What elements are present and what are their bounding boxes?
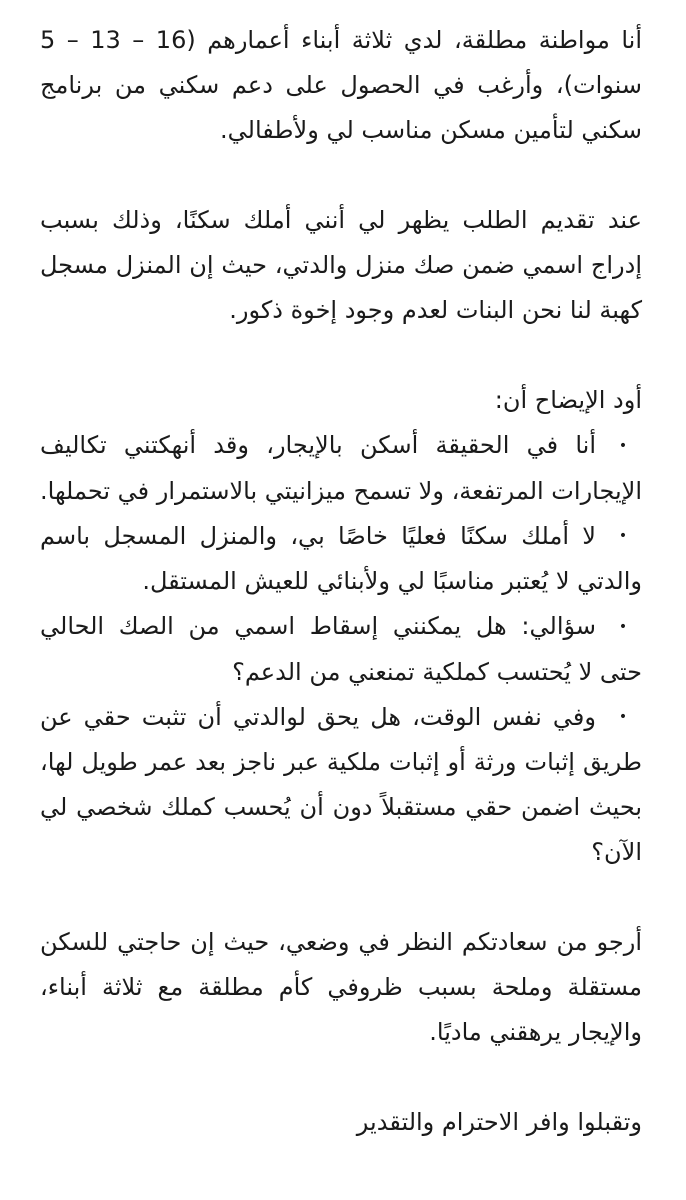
list-item	[40, 695, 642, 876]
list-item	[40, 423, 642, 514]
letter-body	[40, 18, 642, 1145]
clarification-list	[40, 423, 642, 875]
bullet-icon: •	[618, 528, 628, 544]
request-paragraph: أرجو من سعادتكم النظر في وضعي، حيث إن حاجتي للسكن مستقلة وملحة بسبب ظروفي كأم مطلقة مع ثلاثة أبناء، والإيجار يرهقني ماديًا.	[40, 928, 642, 1046]
clarify-heading: أود الإيضاح أن:	[494, 386, 642, 414]
intro-paragraph: أنا مواطنة مطلقة، لدي ثلاثة أبناء أعمارهم (16 – 13 – 5 سنوات)، وأرغب في الحصول على دعم سكني من برنامج سكني لتأمين مسكن مناسب لي ولأطفالي.	[40, 26, 642, 144]
closing-line: وتقبلوا وافر الاحترام والتقدير	[356, 1108, 642, 1136]
list-item-text: سؤالي: هل يمكنني إسقاط اسمي من الصك الحالي حتى لا يُحتسب كملكية تمنعني من الدعم؟	[40, 612, 642, 686]
bullet-icon: •	[618, 437, 628, 454]
bullet-icon: •	[618, 618, 628, 635]
bullet-icon: •	[618, 709, 628, 725]
list-item-text: أنا في الحقيقة أسكن بالإيجار، وقد أنهكتني تكاليف الإيجارات المرتفعة، ولا تسمح ميزانيتي بالاستمرار في تحملها.	[40, 431, 642, 505]
problem-paragraph: عند تقديم الطلب يظهر لي أنني أملك سكنًا، وذلك بسبب إدراج اسمي ضمن صك منزل والدتي، حيث إن المنزل مسجل كهبة لنا نحن البنات لعدم وجود إخوة ذكور.	[40, 206, 642, 324]
list-item	[40, 604, 642, 695]
list-item	[40, 514, 642, 605]
list-item-text: لا أملك سكنًا فعليًا خاصًا بي، والمنزل المسجل باسم والدتي لا يُعتبر مناسبًا لي ولأبنائي للعيش المستقل.	[40, 521, 642, 595]
list-item-text: وفي نفس الوقت، هل يحق لوالدتي أن تثبت حقي عن طريق إثبات ورثة أو إثبات ملكية عبر ناجز بعد عمر طويل لها، بحيث اضمن حقي مستقبلاً دون أن يُحسب كملك شخصي لي الآن؟	[40, 702, 642, 866]
